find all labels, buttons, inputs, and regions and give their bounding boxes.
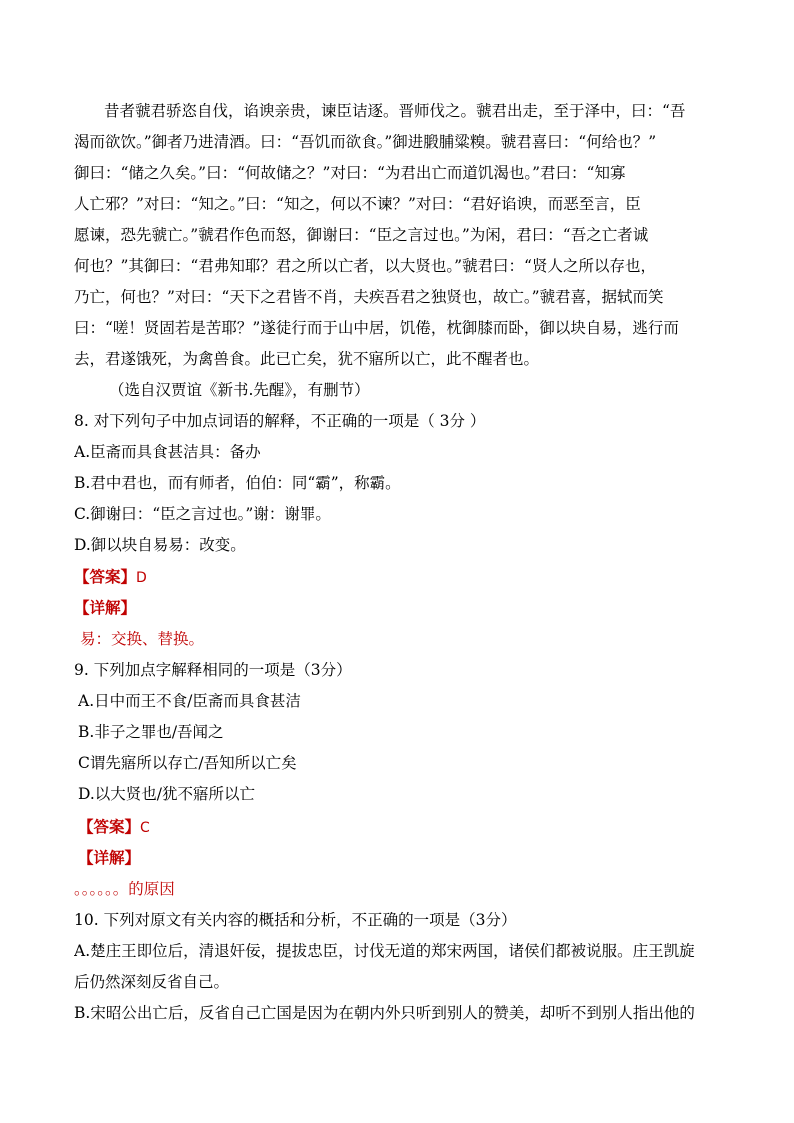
passage-line: 乃亡，何也？”对曰：“天下之君皆不肖，夫疾吾君之独贤也，故亡。”虢君喜，据轼而笑 [74,288,664,306]
question-10-stem: 10. 下列对原文有关内容的概括和分析，不正确的一项是（3分） [74,911,517,929]
passage-line: 愿谏，恐先虢亡。”虢君作色而怒，御谢曰：“臣之言过也。”为闲，君曰：“吾之亡者诚 [74,226,649,244]
q8-option-c: C.御谢曰：“臣之言过也。”谢：谢罪。 [74,505,331,523]
q9-detail-text: 。。。。。。的原因 [74,880,175,898]
passage-line: 人亡邪？”对曰：“知之。”曰：“知之，何以不谏？”对曰：“君好谄谀，而恶至言，臣 [74,195,641,213]
answer-value: C [140,820,150,836]
passage-line: 去，君遂饿死，为禽兽食。此已亡矣，犹不寤所以亡，此不醒者也。 [74,350,540,368]
passage-line: 昔者虢君骄恣自伐，谄谀亲贵，谏臣诘逐。晋师伐之。虢君出走，至于泽中，曰：“吾 [104,102,686,120]
q8-option-a: A.臣斋而具食甚洁具：备办 [74,443,261,461]
q8-option-b: B.君中君也，而有师者，伯伯：同“霸”，称霸。 [74,474,401,492]
answer-value: D [136,570,147,586]
q10-option-a: A.楚庄王即位后，清退奸佞，提拔忠臣，讨伐无道的郑宋两国，诸侯们都被说服。庄王凯旋 [74,942,695,960]
question-8-stem: 8. 对下列句子中加点词语的解释，不正确的一项是（ 3分 ） [74,412,486,430]
passage-line: 渴而欲饮。”御者乃进清酒。曰：“吾饥而欲食。”御进腶脯粱糗。虢君喜曰：“何给也？” [74,133,657,151]
q9-option-a: A.日中而王不食/臣斋而具食甚洁 [78,692,301,710]
passage-line: 曰：“嗟！贤固若是苦耶？”遂徒行而于山中居，饥倦，枕御膝而卧，御以块自易，逃行而 [74,319,679,337]
question-9-stem: 9. 下列加点字解释相同的一项是（3分） [74,661,352,679]
passage-source: （选自汉贾谊《新书.先醒》，有删节） [109,381,370,399]
q9-option-b: B.非子之罪也/吾闻之 [78,723,224,741]
q9-answer [78,817,728,838]
q8-detail-label [74,598,724,618]
q8-option-d: D.御以块自易易：改变。 [74,536,246,554]
answer-label: 【答案】 [78,817,141,836]
q10-option-b: B.宋昭公出亡后，反省自己亡国是因为在朝内外只听到别人的赞美，却听不到别人指出他的 [74,1004,695,1022]
q8-answer [74,567,724,588]
q9-detail-label [78,848,728,868]
q9-option-c: C谓先寤所以存亡/吾知所以亡矣 [78,754,297,772]
q10-option-a-cont: 后仍然深刻反省自己。 [74,973,230,991]
q9-option-d: D.以大贤也/犹不寤所以亡 [78,785,256,803]
passage-line: 何也？”其御曰：“君弗知耶？君之所以亡者，以大贤也。”虢君曰：“贤人之所以存也， [74,257,656,275]
passage-line: 御曰：“储之久矣。”曰：“何故储之？”对曰：“为君出亡而道饥渴也。”君曰：“知寡 [74,164,626,182]
detail-label: 【详解】 [78,848,141,867]
detail-label: 【详解】 [74,598,137,617]
q8-detail-text: 易：交换、替换。 [80,630,205,648]
answer-label: 【答案】 [74,567,137,586]
